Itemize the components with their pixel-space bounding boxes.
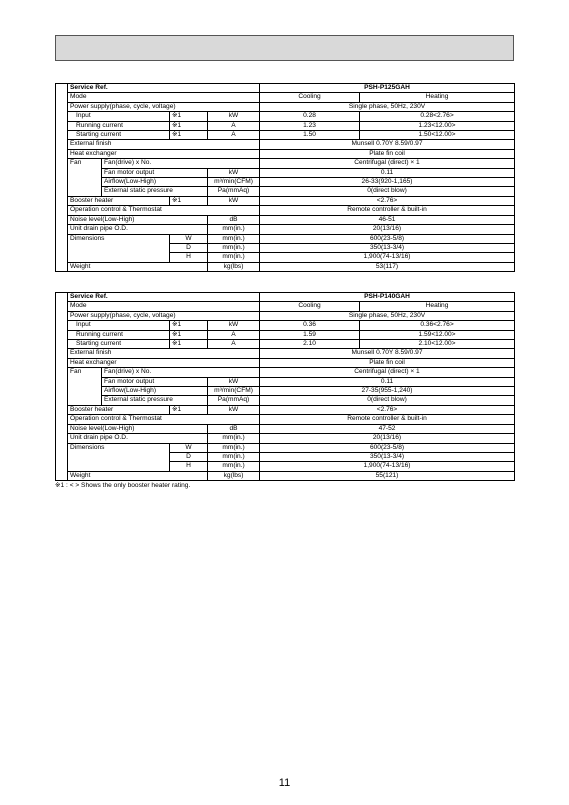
table-row: Dimensions W mm(in.) 600(23-5/8) <box>56 443 515 452</box>
table-row: Dimensions W mm(in.) 600(23-5/8) <box>56 234 515 243</box>
table-row: External static pressure Pa(mmAq) 0(direct blow) <box>56 187 515 196</box>
table-row: External finish Munsell 0.70Y 8.59/0.97 <box>56 140 515 149</box>
table-row: Weight kg(lbs) 55(121) <box>56 471 515 480</box>
model-name: PSH-P125GAH <box>260 84 515 93</box>
table-row: External finish Munsell 0.70Y 8.59/0.97 <box>56 349 515 358</box>
footnote: ※1 : < > Shows the only booster heater rating. <box>55 482 191 489</box>
table-row: Starting current ※1 A 1.50 1.50<12.00> <box>56 131 515 140</box>
mode-heating: Heating <box>360 93 515 102</box>
side-label <box>56 293 68 481</box>
table-row <box>56 84 515 93</box>
mode-heating: Heating <box>360 302 515 311</box>
table-row: Fan Fan(drive) x No. Centrifugal (direct) × 1 <box>56 368 515 377</box>
table-row: Weight kg(lbs) 53(117) <box>56 262 515 271</box>
table-row: Mode Cooling Heating <box>56 302 515 311</box>
mode-cooling: Cooling <box>260 302 360 311</box>
table-row: Noise level(Low-High) dB 47-52 <box>56 424 515 433</box>
table-row <box>56 293 515 302</box>
table-row: Booster heater ※1 kW <2.76> <box>56 405 515 414</box>
spec-table-psh-p140gah <box>55 292 515 481</box>
table-row: Fan motor output kW 0.11 <box>56 168 515 177</box>
table-row: Operation control & Thermostat Remote controller & built-in <box>56 206 515 215</box>
table-row: H mm(in.) 1,900(74-13/16) <box>56 253 515 262</box>
table-row: Airflow(Low-High) m³/min(CFM) 27-35(955-1,240) <box>56 387 515 396</box>
spec-table-psh-p125gah <box>55 83 515 272</box>
model-name: PSH-P140GAH <box>260 293 515 302</box>
table-row: External static pressure Pa(mmAq) 0(direct blow) <box>56 396 515 405</box>
table-row: Running current ※1 A 1.23 1.23<12.00> <box>56 121 515 130</box>
table-row: D mm(in.) 350(13-3/4) <box>56 243 515 252</box>
table-row: Heat exchanger Plate fin coil <box>56 358 515 367</box>
table-row: Booster heater ※1 kW <2.76> <box>56 196 515 205</box>
table-row: Unit drain pipe O.D. mm(in.) 20(13/16) <box>56 225 515 234</box>
table-row: Running current ※1 A 1.59 1.59<12.00> <box>56 330 515 339</box>
side-label <box>56 84 68 272</box>
table-row: Noise level(Low-High) dB 46-51 <box>56 215 515 224</box>
table-row: Unit drain pipe O.D. mm(in.) 20(13/16) <box>56 434 515 443</box>
table-row: Power supply(phase, cycle, voltage) Single phase, 50Hz, 230V <box>56 311 515 320</box>
table-row: Input ※1 kW 0.36 0.36<2.76> <box>56 321 515 330</box>
header-banner <box>55 35 514 61</box>
page-number: 11 <box>278 777 291 789</box>
table-row: Heat exchanger Plate fin coil <box>56 149 515 158</box>
service-ref-label: Service Ref. <box>68 293 260 302</box>
table-row: D mm(in.) 350(13-3/4) <box>56 452 515 461</box>
service-ref-label: Service Ref. <box>68 84 260 93</box>
table-row: Fan motor output kW 0.11 <box>56 377 515 386</box>
table-row: Input ※1 kW 0.28 0.28<2.76> <box>56 112 515 121</box>
table-row: Mode Cooling Heating <box>56 93 515 102</box>
table-row: Operation control & Thermostat Remote controller & built-in <box>56 415 515 424</box>
table-row: Fan Fan(drive) x No. Centrifugal (direct) × 1 <box>56 159 515 168</box>
table-row: Power supply(phase, cycle, voltage) Single phase, 50Hz, 230V <box>56 102 515 111</box>
table-row: H mm(in.) 1,900(74-13/16) <box>56 462 515 471</box>
table-row: Airflow(Low-High) m³/min(CFM) 26-33(920-1,165) <box>56 178 515 187</box>
table-row: Starting current ※1 A 2.10 2.10<12.00> <box>56 340 515 349</box>
mode-cooling: Cooling <box>260 93 360 102</box>
